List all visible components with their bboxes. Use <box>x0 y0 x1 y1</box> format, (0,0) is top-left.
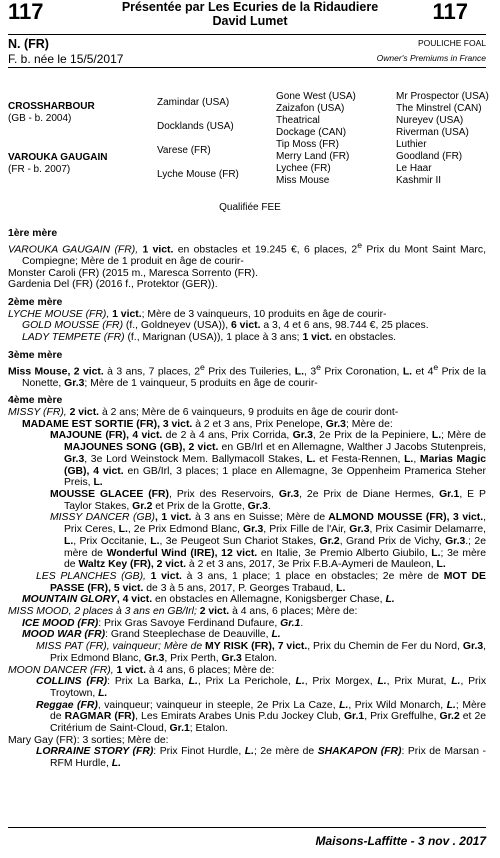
dam-name-text: LYCHE MOUSE (FR), <box>8 308 110 320</box>
produce-name: ICE MOOD (FR) <box>22 617 99 629</box>
group-text: Gr.3 <box>322 418 346 430</box>
dam-name-text: VAROUKA GAUGAIN (FR), <box>8 244 139 256</box>
group-text: Gr.1 <box>340 711 365 723</box>
consignor-line2: David Lumet <box>212 14 288 28</box>
text-run: en obstacles. <box>331 332 397 344</box>
text-run: , Prix Occitanie, <box>73 535 147 547</box>
m1-paragraph <box>8 240 486 268</box>
produce-name: MOUSSE GLACEE (FR) <box>50 489 169 500</box>
listed-text: L. <box>108 758 122 770</box>
text-run: de 3 à 5 ans, 2017, P. Georges Trabaud, <box>143 582 334 594</box>
header-divider-2 <box>8 67 486 68</box>
section-2eme-mere: 2ème mère <box>8 296 63 308</box>
dam-line-content <box>8 222 486 770</box>
listed-text: L. <box>382 594 395 606</box>
text-run: Prix de la Nonette, <box>22 365 487 389</box>
text-run: : Prix Finot Hurdle, <box>153 746 242 758</box>
superscript: e <box>199 361 205 372</box>
ped-gen4-5: Luthier <box>396 139 427 150</box>
wins-text: , 2 vict. <box>182 442 219 454</box>
produce-name: LORRAINE STORY (FR) <box>36 746 154 758</box>
text-run: , Prix Greffulhe, <box>364 711 437 723</box>
wins-text: 2 vict. <box>196 606 230 618</box>
text-run: : Prix Gras Savoye Ferdinand Dufaure, <box>98 617 278 629</box>
text-run: , 3e Lord Weinstock Mem. Ballymacoll Stakes, <box>84 453 303 465</box>
wins-text: , 3 vict. <box>157 418 193 430</box>
m2-produce-1 <box>8 320 486 332</box>
text-run: en obstacles en Allemagne, Konigsberger Chase, <box>152 594 383 606</box>
text-run: en obstacles et 19.245 €, 6 places, 2 <box>173 244 358 256</box>
ped-gen4-7: Le Haar <box>396 163 432 174</box>
produce-name: MOUNTAIN GLORY <box>22 594 117 606</box>
text-run: , Prix Edmond Blanc, <box>50 641 487 664</box>
text-run: et 2e Critérium de Saint-Cloud, <box>50 711 487 735</box>
text-run: Etalon. <box>241 652 277 664</box>
text-run: , 3 <box>304 365 317 377</box>
group-text: Gr.3 <box>218 652 242 664</box>
text-run: (f., Marignan (USA)), 1 place à 3 ans; <box>124 332 300 344</box>
m2-paragraph <box>8 309 486 321</box>
produce-name: COLLINS (FR) <box>36 676 108 688</box>
wins-text: , 1 vict. <box>154 512 192 524</box>
listed-text: L. <box>290 676 305 688</box>
m4-paragraph <box>8 407 486 419</box>
m4-produce-mountain-glory <box>8 594 486 606</box>
produce-name: RAGMAR (FR) <box>61 711 136 723</box>
footer-divider <box>8 827 486 828</box>
wins-text: , 4 vict. <box>116 594 153 606</box>
listed-text: L. <box>433 559 446 571</box>
text-run: . <box>300 617 304 629</box>
wins-text: 1 vict. <box>299 332 332 344</box>
superscript: e <box>433 361 439 372</box>
text-run: à 4 ans, 6 places; Mère de: <box>229 606 358 618</box>
m4-produce-miss-mood <box>8 606 486 618</box>
produce-name: SHAKAPON (FR) <box>314 746 402 758</box>
group-text: Gr.3 <box>289 430 313 442</box>
group-text: Gr.1 <box>434 489 460 500</box>
text-run: : Grand Steeplechase de Deauville, <box>105 629 269 641</box>
listed-text: L. <box>446 676 461 688</box>
ped-gen3-6: Merry Land (FR) <box>276 151 350 162</box>
group-text: Gr.3 <box>273 489 300 500</box>
m4-produce-mousse-glacee <box>8 489 486 512</box>
listed-text: L. <box>241 746 254 758</box>
superscript: e <box>357 239 363 250</box>
text-run: , 2e Prix Edmond Blanc, <box>127 524 240 536</box>
listed-text: L. <box>268 629 281 641</box>
text-run: Prix du Mont Saint Marc, Compiegne; Mère de 1 produit en âge de courir- <box>22 244 486 267</box>
produce-name: MADAME EST SORTIE (FR) <box>22 418 158 430</box>
header-divider <box>8 34 486 35</box>
text-run: en GB/Irl et en Allemagne, Walther J Jacobs Stutenpreis, <box>218 442 486 454</box>
text-run: ; 3e mère de <box>64 547 486 571</box>
text-run: , Les Emirats Arabes Unis P.du Jockey Club, <box>135 711 341 723</box>
text-run: , vainqueur; vainqueur in steeple, 2e Prix La Caze, <box>97 699 336 711</box>
text-run: , Prix Troytown, <box>50 676 487 699</box>
ped-gen2-2: Docklands (USA) <box>157 121 234 132</box>
text-run: à 3 ans, 7 places, 2 <box>103 365 200 377</box>
ped-gen4-3: Nureyev (USA) <box>396 115 464 126</box>
text-run: ; Mère de <box>50 699 486 723</box>
wins-text: , 4 vict. <box>126 430 163 442</box>
dam-name-text: MISSY (FR), <box>8 407 67 419</box>
m1-produce-2: Gardenia Del (FR) (2016 f., Protektor (GER)). <box>8 279 218 291</box>
horse-name: N. (FR) <box>8 37 49 51</box>
group-text: Gr.3 <box>64 453 85 465</box>
text-run: . <box>267 500 271 512</box>
wins-text: , 4 vict. <box>86 465 124 477</box>
m4-produce-lorraine-story <box>8 746 486 769</box>
text-run: , 2e Prix de la Pepiniere, <box>312 430 429 442</box>
listed-text: L. <box>302 453 316 465</box>
qualification: Qualifiée FEE <box>219 202 281 213</box>
text-run: et Festa-Rennen, <box>315 453 401 465</box>
produce-name: Reggae (FR) <box>36 699 98 711</box>
listed-text: L. <box>90 477 103 489</box>
text-run: , Prix du Chemin de Fer du Nord, <box>307 641 460 653</box>
horse-type: POULICHE FOAL <box>417 38 486 48</box>
text-run: , Prix Perth, <box>164 652 219 664</box>
text-run: ; 2e mère de <box>253 746 315 758</box>
text-run: Prix Coronation, <box>320 365 400 377</box>
wins-text: , 12 vict. <box>214 547 258 559</box>
m4-produce-missy-dancer <box>8 512 486 571</box>
lot-number-left: 117 <box>8 0 44 24</box>
produce-name: MY RISK (FR) <box>202 641 272 653</box>
ped-gen4-2: The Minstrel (CAN) <box>396 103 482 114</box>
group-text: Gr.2 <box>129 500 153 512</box>
wins-text: 6 vict. <box>228 320 261 332</box>
ped-gen4-6: Goodland (FR) <box>396 151 463 162</box>
text-run: .; 2e mère de <box>64 535 486 559</box>
text-run: : Prix de Marsan - RFM Hurdle, <box>50 746 486 770</box>
text-run: à 3 ans, 1 place; 1 place en obstacles; 2e mère de <box>181 570 440 582</box>
produce-name: MOON DANCER (FR), <box>8 664 114 676</box>
text-run: (f., Goldneyev (USA)), <box>123 320 229 332</box>
m2-produce-2 <box>8 332 486 344</box>
group-text: Gr.2 <box>316 535 340 547</box>
listed-text: L. <box>95 687 108 699</box>
lot-number-right: 117 <box>432 0 468 24</box>
produce-name: MOOD WAR (FR) <box>22 629 106 641</box>
ped-gen2-4: Lyche Mouse (FR) <box>157 169 239 180</box>
group-text: Gr.3 <box>244 500 268 512</box>
m1-produce-1: Monster Caroli (FR) (2015 m., Maresca Sorrento (FR). <box>8 267 259 279</box>
listed-text: L. <box>400 453 414 465</box>
text-run: , <box>413 453 417 465</box>
text-run: , Prix Morgex, <box>304 676 373 688</box>
ped-gen2-3: Varese (FR) <box>157 145 211 156</box>
superscript: e <box>316 361 321 372</box>
text-run: ; Mère de 1 vainqueur, 5 produits en âge de courir- <box>84 377 318 389</box>
listed-text: L. <box>399 365 413 377</box>
group-text: Gr.2 <box>436 711 460 723</box>
text-run: a 3, 4 et 6 ans, 98.744 €, 25 places. <box>260 320 429 332</box>
produce-name: MAJOUNE (FR) <box>50 430 127 442</box>
ped-gen3-1: Gone West (USA) <box>276 91 356 102</box>
listed-text: L. <box>64 535 74 547</box>
ped-gen3-5: Tip Moss (FR) <box>276 139 339 150</box>
text-run: en Italie, 3e Premio Alberto Giubilo, <box>257 547 428 559</box>
text-run: , Grand Prix de Vichy, <box>339 535 442 547</box>
wins-text: 2 vict. <box>66 407 100 419</box>
m3-paragraph <box>8 362 486 390</box>
group-text: Gr.3 <box>441 535 466 547</box>
consignor-line1: Présentée par Les Ecuries de la Ridaudiere <box>121 0 379 14</box>
ped-gen4-4: Riverman (USA) <box>396 127 469 138</box>
text-run: ; Mère de 3 vainqueurs, 10 produits en âge de courir- <box>141 308 387 320</box>
produce-name: MOT DE PASSE (FR) <box>50 570 486 594</box>
produce-name: Marias Magic (GB) <box>64 453 486 477</box>
ped-gen4-8: Kashmir II <box>396 175 442 186</box>
ped-gen3-4: Dockage (CAN) <box>276 127 347 138</box>
ped-gen3-2: Zaizafon (USA) <box>276 103 345 114</box>
text-run: , Prix La Perichole, <box>197 676 291 688</box>
group-text: Gr.1 <box>277 617 301 629</box>
dam-info: (FR - b. 2007) <box>8 164 71 175</box>
text-run: à 3 ans en Suisse; Mère de <box>191 512 326 524</box>
m4-produce-collins <box>8 676 486 699</box>
wins-text: 1 vict. <box>109 308 142 320</box>
produce-name: LADY TEMPETE (FR) <box>22 332 125 344</box>
dam-name-text: Miss Mouse <box>8 365 68 377</box>
text-run: à 4 ans, 6 places; Mère de: <box>146 664 275 676</box>
text-run: , 3e Peugeot Sun Chariot Stakes, <box>159 535 317 547</box>
ped-gen2-1: Zamindar (USA) <box>157 97 230 108</box>
group-text: Gr.3 <box>61 377 85 389</box>
listed-text: L. <box>333 582 346 594</box>
m4-produce-mood-war <box>8 629 486 641</box>
wins-text: 1 vict. <box>145 570 182 582</box>
text-run: , Prix Fille de l'Air, <box>263 524 347 536</box>
text-run: ; Mère de <box>441 430 486 442</box>
m4-produce-madame <box>8 419 486 431</box>
wins-text: 1 vict. <box>113 664 146 676</box>
listed-text: L. <box>335 699 349 711</box>
sire-name: CROSSHARBOUR <box>8 101 95 112</box>
group-text: Gr.3 <box>346 524 370 536</box>
section-4eme-mere: 4ème mère <box>8 395 63 407</box>
text-run: et Prix de la Grotte, <box>152 500 245 512</box>
wins-text: , 5 vict. <box>108 582 144 594</box>
text-run: Prix des Tuileries, <box>204 365 292 377</box>
wins-text: , 2 vict. <box>150 559 187 571</box>
text-run: ; Etalon. <box>189 723 228 735</box>
text-run: ; Mère de: <box>345 418 393 430</box>
produce-name: MISS PAT (FR), vainqueur; Mère de <box>36 641 203 653</box>
text-run: , Prix des Reservoirs, <box>169 489 274 500</box>
horse-birth: F. b. née le 15/5/2017 <box>8 52 124 66</box>
text-run: , Prix Murat, <box>386 676 447 688</box>
ped-gen3-8: Miss Mouse <box>276 175 330 186</box>
group-text: Gr.3 <box>240 524 264 536</box>
text-run: , Prix Casimir Delamarre, <box>369 524 487 536</box>
produce-name: LES PLANCHES (GB), <box>36 570 146 582</box>
text-run: , Prix Ceres, <box>64 512 487 536</box>
text-run: à 2 ans; Mère de 6 vainqueurs, 9 produits en âge de courir dont- <box>99 407 399 419</box>
text-run: de 2 à 4 ans, Prix Corrida, <box>162 430 290 442</box>
text-run: , 2e Prix de Diane Hermes, <box>299 489 435 500</box>
produce-name: GOLD MOUSSE (FR) <box>22 320 124 332</box>
wins-text: 1 vict. <box>138 244 174 256</box>
ped-gen3-7: Lychee (FR) <box>276 163 331 174</box>
produce-name: Waltz Key (FR) <box>75 559 151 571</box>
listed-text: L. <box>372 676 387 688</box>
listed-text: L. <box>428 430 442 442</box>
listed-text: L. <box>427 547 441 559</box>
m4-produce-ice-mood <box>8 618 486 630</box>
listed-text: L. <box>291 365 304 377</box>
listed-text: L. <box>443 699 456 711</box>
sire-info: (GB - b. 2004) <box>8 113 72 124</box>
m4-produce-majoune <box>8 430 486 489</box>
produce-name: MISS MOOD, 2 places à 3 ans en GB/Irl; <box>8 606 197 618</box>
wins-text: , 3 vict. <box>446 512 484 524</box>
m4-produce-miss-pat <box>8 641 486 664</box>
listed-text: L. <box>183 676 198 688</box>
text-run: , Prix Wild Monarch, <box>348 699 444 711</box>
text-run: et 4 <box>412 365 434 377</box>
wins-text: , 7 vict. <box>271 641 308 653</box>
wins-text: , 2 vict. <box>67 365 104 377</box>
ped-gen4-1: Mr Prospector (USA) <box>396 91 489 102</box>
group-text: Gr.1 <box>166 723 190 735</box>
sale-venue-date: Maisons-Laffitte - 3 nov . 2017 <box>315 834 486 848</box>
listed-text: L. <box>146 535 160 547</box>
produce-name: ALMOND MOUSSE (FR) <box>325 512 447 524</box>
group-text: Gr.3 <box>141 652 165 664</box>
listed-text: L. <box>115 524 128 536</box>
m4-produce-mary-gay: Mary Gay (FR): 3 sorties; Mère de: <box>8 734 169 746</box>
text-run: : Prix La Barka, <box>107 676 184 688</box>
m4-produce-moon-dancer <box>8 665 486 677</box>
text-run: à 2 et 3 ans, 2017, 3e Prix F.B.A-Aymeri de Mauleon, <box>186 559 434 571</box>
section-1ere-mere: 1ère mère <box>8 228 58 239</box>
text-run: en GB/Irl, 3 places; 1 place en Allemagne, 3e Oppenheim Pramerica Steher Preis, <box>64 465 487 489</box>
text-run: , E P Taylor Stakes, <box>64 489 486 512</box>
group-text: Gr.3 <box>459 641 484 653</box>
consignor-title <box>100 0 400 28</box>
section-3eme-mere: 3ème mère <box>8 349 63 361</box>
m4-produce-les-planches <box>8 571 486 594</box>
dam-name: VAROUKA GAUGAIN <box>8 152 108 163</box>
ped-gen3-3: Theatrical <box>276 115 320 126</box>
produce-name: MISSY DANCER (GB) <box>50 512 155 524</box>
text-run: à 2 et 3 ans, Prix Penelope, <box>192 418 323 430</box>
owner-premium: Owner's Premiums in France <box>376 53 486 63</box>
produce-name: MAJOUNES SONG (GB) <box>64 442 183 454</box>
produce-name: Wonderful Wind (IRE) <box>102 547 215 559</box>
m4-produce-reggae <box>8 700 486 735</box>
